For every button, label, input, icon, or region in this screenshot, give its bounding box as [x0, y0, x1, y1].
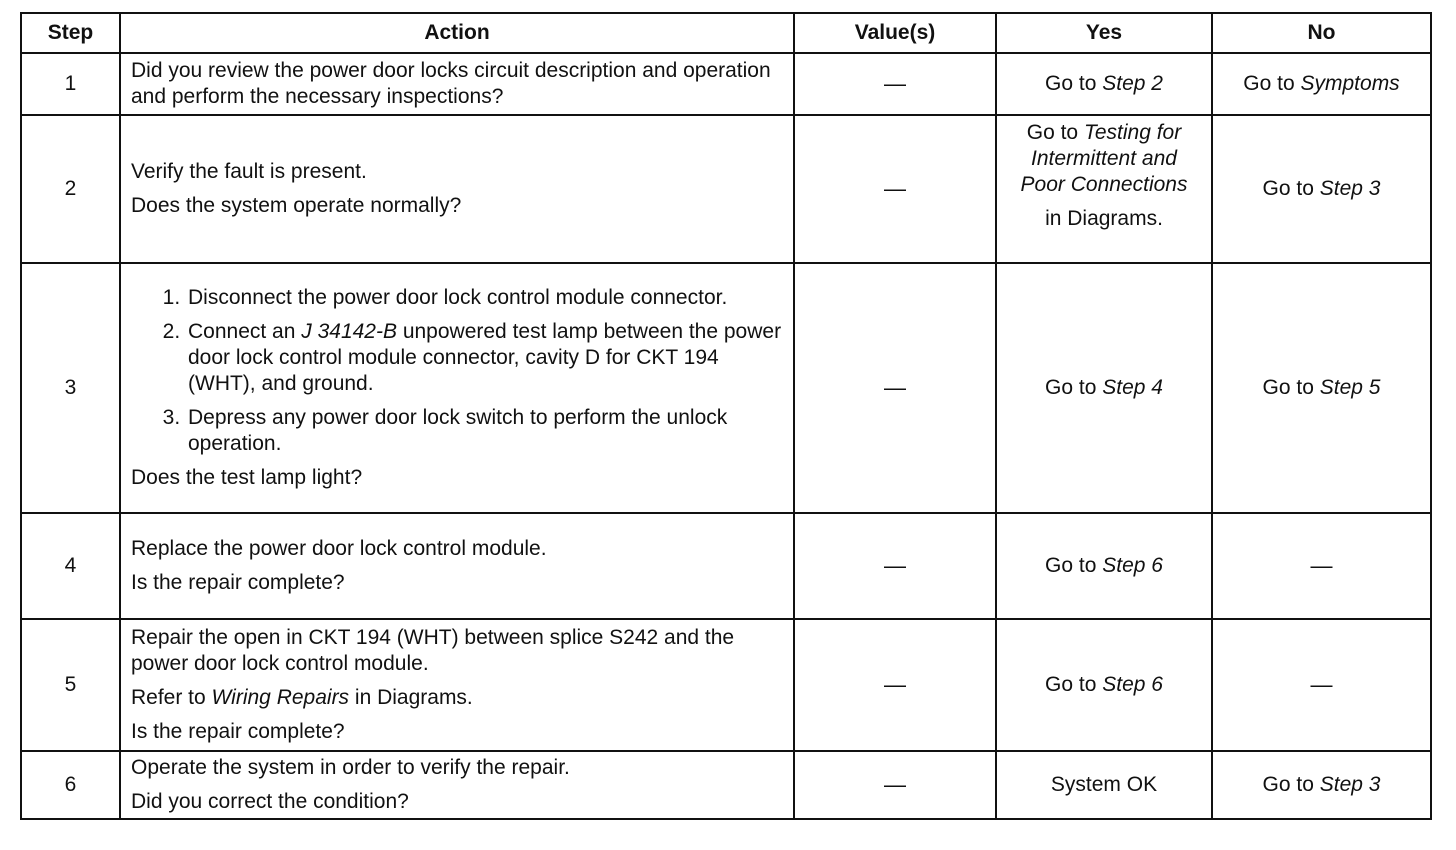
- yes-cell: [996, 263, 1212, 513]
- header-values: Value(s): [794, 13, 996, 53]
- diagnostic-table-wrapper: [20, 12, 1432, 820]
- yes-cell: [996, 53, 1212, 115]
- action-refer: [131, 685, 783, 711]
- yes-cell: System OK: [996, 751, 1212, 819]
- table-row: [21, 751, 1431, 819]
- value-cell: —: [794, 115, 996, 263]
- refer-suffix: in Diagrams.: [349, 686, 473, 709]
- action-question: Is the repair complete?: [131, 720, 345, 743]
- action-text: Replace the power door lock control module.: [131, 537, 547, 560]
- step-number: 2: [21, 115, 120, 263]
- action-cell: [120, 263, 794, 513]
- go-to-text: Go to: [1045, 376, 1103, 399]
- action-question: Did you correct the condition?: [131, 790, 409, 813]
- yes-suffix: in Diagrams.: [1045, 207, 1163, 230]
- no-cell: —: [1212, 513, 1431, 619]
- no-target: Step 3: [1319, 177, 1381, 200]
- header-step: Step: [21, 13, 120, 53]
- no-target: Step 3: [1319, 773, 1381, 796]
- step-number: 6: [21, 751, 120, 819]
- action-cell: [120, 53, 794, 115]
- header-yes: Yes: [996, 13, 1212, 53]
- step-number: 1: [21, 53, 120, 115]
- go-to-text: Go to: [1262, 177, 1320, 200]
- value-cell: —: [794, 751, 996, 819]
- action-step-prefix: Connect an: [188, 320, 302, 343]
- action-question: Is the repair complete?: [131, 571, 345, 594]
- table-row: [21, 53, 1431, 115]
- action-question: Does the test lamp light?: [131, 466, 363, 489]
- header-action: Action: [120, 13, 794, 53]
- action-step-item: [186, 319, 783, 397]
- action-question: Does the system operate normally?: [131, 194, 462, 217]
- table-row: [21, 619, 1431, 751]
- go-to-text: Go to: [1262, 773, 1320, 796]
- value-cell: —: [794, 513, 996, 619]
- go-to-text: Go to: [1045, 673, 1103, 696]
- action-text: Verify the fault is present.: [131, 160, 367, 183]
- no-target: Step 5: [1319, 376, 1381, 399]
- value-cell: —: [794, 53, 996, 115]
- tool-number: J 34142-B: [301, 320, 397, 343]
- yes-target: Step 2: [1102, 72, 1163, 95]
- action-text: Operate the system in order to verify the repair.: [131, 756, 570, 779]
- value-cell: —: [794, 619, 996, 751]
- action-step-item: 3. Depress any power door lock switch to perform the unlock operation.: [186, 405, 783, 457]
- action-text: Did you review the power door locks circuit description and operation and perform the necessary inspections?: [131, 59, 771, 108]
- yes-cell: [996, 513, 1212, 619]
- header-no: No: [1212, 13, 1431, 53]
- action-text: Repair the open in CKT 194 (WHT) between splice S242 and the power door lock control module.: [131, 626, 735, 675]
- action-cell: [120, 115, 794, 263]
- action-step-list: [131, 285, 783, 457]
- diagnostic-table: [20, 12, 1432, 820]
- table-row: [21, 115, 1431, 263]
- yes-cell: [996, 619, 1212, 751]
- yes-cell: [996, 115, 1212, 263]
- action-step-rest: unpowered test lamp between the power door lock control module connector, cavity D for CKT 194 (WHT), and ground.: [188, 320, 782, 395]
- table-header-row: [21, 13, 1431, 53]
- no-target: Symptoms: [1300, 72, 1400, 95]
- go-to-text: Go to: [1026, 121, 1084, 144]
- no-cell: [1212, 115, 1431, 263]
- action-step-item: 1. Disconnect the power door lock control module connector.: [186, 285, 783, 311]
- yes-target: Testing for Intermittent and Poor Connections: [1020, 121, 1188, 196]
- refer-prefix: Refer to: [131, 686, 212, 709]
- step-number: 4: [21, 513, 120, 619]
- table-row: [21, 513, 1431, 619]
- no-cell: —: [1212, 619, 1431, 751]
- value-cell: —: [794, 263, 996, 513]
- refer-target: Wiring Repairs: [211, 686, 350, 709]
- action-cell: [120, 751, 794, 819]
- go-to-text: Go to: [1262, 376, 1320, 399]
- go-to-text: Go to: [1045, 72, 1103, 95]
- table-row: [21, 263, 1431, 513]
- step-number: 3: [21, 263, 120, 513]
- action-cell: [120, 513, 794, 619]
- no-cell: [1212, 53, 1431, 115]
- no-cell: [1212, 751, 1431, 819]
- action-cell: [120, 619, 794, 751]
- yes-target: Step 6: [1102, 673, 1163, 696]
- go-to-text: Go to: [1045, 554, 1103, 577]
- yes-target: Step 4: [1102, 376, 1163, 399]
- no-cell: [1212, 263, 1431, 513]
- step-number: 5: [21, 619, 120, 751]
- go-to-text: Go to: [1243, 72, 1301, 95]
- yes-target: Step 6: [1102, 554, 1163, 577]
